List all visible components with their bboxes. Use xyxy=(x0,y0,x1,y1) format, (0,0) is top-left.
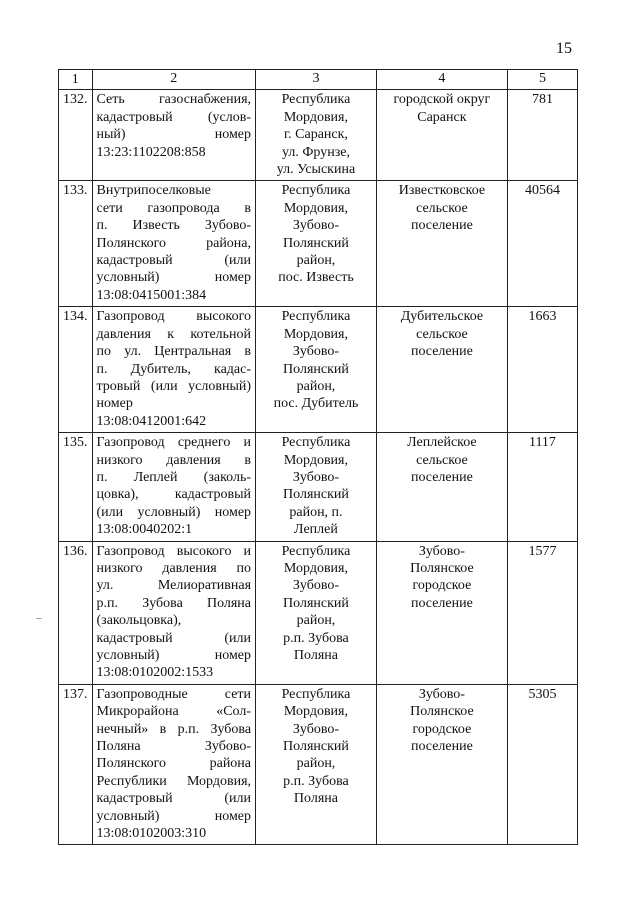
column-header-5: 5 xyxy=(507,70,577,90)
location-line: Мордовия, xyxy=(283,560,348,576)
location-line: район, xyxy=(296,613,336,629)
description-line: 13:08:0040202:1 xyxy=(96,522,193,538)
description-line: низкого давления в xyxy=(96,452,252,468)
page-number: 15 xyxy=(556,40,572,57)
description-line: ный) номер xyxy=(96,127,252,143)
municipality-line: Полянское xyxy=(410,704,474,720)
row-number: 134. xyxy=(59,307,93,433)
description-line: Полянского района, xyxy=(96,235,252,251)
description-line: Газопроводные сети xyxy=(96,686,252,702)
description-line: нечный» в р.п. Зубова xyxy=(96,721,252,737)
location-line: район, xyxy=(296,253,336,269)
description-line: 13:23:1102208:858 xyxy=(96,144,206,160)
location-line: ул. Усыскина xyxy=(276,162,356,178)
location-line: Леплей xyxy=(294,522,338,538)
location-line: пос. Дубитель xyxy=(273,396,359,412)
description-line: кадастровый (услов- xyxy=(96,109,252,125)
length-value: 781 xyxy=(507,90,577,181)
location-line: район, xyxy=(296,378,336,394)
object-location xyxy=(256,90,377,181)
row-number: 133. xyxy=(59,181,93,307)
municipality xyxy=(376,90,507,181)
description-line: п. Известь Зубово- xyxy=(96,218,252,234)
object-location xyxy=(256,684,377,845)
municipality-line: Зубово- xyxy=(418,543,465,559)
description-line: цовка), кадастровый xyxy=(96,487,252,503)
location-line: Зубово- xyxy=(292,721,340,737)
description-line: Газопровод среднего и xyxy=(96,435,252,451)
length-value: 1663 xyxy=(507,307,577,433)
location-line: Зубово- xyxy=(292,578,340,594)
location-line: р.п. Зубова xyxy=(283,773,349,789)
municipality-line: поселение xyxy=(410,595,473,611)
municipality xyxy=(376,433,507,541)
description-line: 13:08:0102002:1533 xyxy=(96,665,214,681)
column-number-header-row xyxy=(59,70,578,90)
municipality-line: городское xyxy=(412,578,472,594)
length-value: 1117 xyxy=(507,433,577,541)
row-number: 136. xyxy=(59,541,93,684)
location-line: Поляна xyxy=(293,791,338,807)
municipality-line: Дубительское xyxy=(400,309,484,325)
municipality xyxy=(376,307,507,433)
description-line: р.п. Зубова Поляна xyxy=(96,595,252,611)
description-line: тровый (или условный) xyxy=(96,378,252,394)
object-description xyxy=(92,541,256,684)
description-line: Полянского района xyxy=(96,756,252,772)
object-location xyxy=(256,433,377,541)
object-location xyxy=(256,307,377,433)
table-row xyxy=(59,684,578,845)
margin-mark xyxy=(36,618,42,619)
gas-network-table xyxy=(58,69,578,845)
location-line: район, п. xyxy=(289,504,343,520)
location-line: пос. Известь xyxy=(278,270,354,286)
location-line: Поляна xyxy=(293,648,338,663)
table-row xyxy=(59,541,578,684)
municipality xyxy=(376,684,507,845)
description-line: кадастровый (или xyxy=(96,253,252,269)
location-line: Мордовия, xyxy=(283,109,348,125)
description-line: кадастровый (или xyxy=(96,630,252,646)
description-line: условный) номер xyxy=(96,648,252,663)
description-line: давления к котельной xyxy=(96,326,252,342)
municipality-line: сельское xyxy=(416,452,468,468)
description-line: ул. Мелиоративная xyxy=(96,578,252,594)
description-line: номер xyxy=(96,396,133,412)
municipality-line: поселение xyxy=(410,344,473,360)
row-number: 135. xyxy=(59,433,93,541)
description-line: по ул. Центральная в xyxy=(96,344,252,360)
municipality-line: Полянское xyxy=(410,560,474,576)
municipality-line: городское xyxy=(412,721,472,737)
municipality-line: Саранск xyxy=(417,109,467,125)
object-location xyxy=(256,541,377,684)
column-header-4: 4 xyxy=(376,70,507,90)
municipality-line: поселение xyxy=(410,469,473,485)
length-value: 5305 xyxy=(507,684,577,845)
location-line: Полянский xyxy=(283,739,349,755)
description-line: 13:08:0412001:642 xyxy=(96,413,207,429)
location-line: Зубово- xyxy=(292,218,340,234)
location-line: Мордовия, xyxy=(283,200,348,216)
location-line: Мордовия, xyxy=(283,326,348,342)
municipality-line: Зубово- xyxy=(418,686,465,702)
object-description xyxy=(92,307,256,433)
description-line: 13:08:0102003:310 xyxy=(96,826,207,842)
description-line: Республики Мордовия, xyxy=(96,773,252,789)
description-line: п. Дубитель, кадас- xyxy=(96,361,252,377)
description-line: низкого давления по xyxy=(96,560,252,576)
location-line: Республика xyxy=(281,92,351,108)
location-line: Республика xyxy=(281,435,351,451)
object-description xyxy=(92,433,256,541)
description-line: Микрорайона «Сол- xyxy=(96,704,252,720)
table-row xyxy=(59,433,578,541)
location-line: Республика xyxy=(281,309,351,325)
municipality-line: сельское xyxy=(416,326,468,342)
location-line: ул. Фрунзе, xyxy=(281,144,350,160)
municipality-line: поселение xyxy=(410,218,473,234)
location-line: Республика xyxy=(281,543,351,559)
length-value: 40564 xyxy=(507,181,577,307)
table-body xyxy=(59,90,578,845)
row-number: 137. xyxy=(59,684,93,845)
location-line: Мордовия, xyxy=(283,704,348,720)
location-line: Республика xyxy=(281,686,351,702)
description-line: п. Леплей (заколь- xyxy=(96,469,252,485)
municipality-line: городской округ xyxy=(393,92,491,108)
municipality xyxy=(376,181,507,307)
object-location xyxy=(256,181,377,307)
location-line: Полянский xyxy=(283,361,349,377)
municipality-line: Известковское xyxy=(398,183,486,199)
location-line: район, xyxy=(296,756,336,772)
column-header-2: 2 xyxy=(92,70,256,90)
object-description xyxy=(92,684,256,845)
municipality-line: сельское xyxy=(416,200,468,216)
description-line: 13:08:0415001:384 xyxy=(96,287,207,303)
description-line: сети газопровода в xyxy=(96,200,252,216)
description-line: (или условный) номер xyxy=(96,504,252,520)
municipality-line: Леплейское xyxy=(407,435,477,451)
object-description xyxy=(92,181,256,307)
table-row xyxy=(59,307,578,433)
length-value: 1577 xyxy=(507,541,577,684)
description-line: кадастровый (или xyxy=(96,791,252,807)
description-line: Газопровод высокого xyxy=(96,309,252,325)
location-line: Мордовия, xyxy=(283,452,348,468)
column-header-1: 1 xyxy=(59,70,93,90)
location-line: Зубово- xyxy=(292,344,340,360)
table-row xyxy=(59,90,578,181)
description-line: Внутрипоселковые xyxy=(96,183,211,199)
location-line: Полянский xyxy=(283,235,349,251)
table-row xyxy=(59,181,578,307)
description-line: (закольцовка), xyxy=(96,613,182,629)
description-line: Поляна Зубово- xyxy=(96,739,252,755)
location-line: Полянский xyxy=(283,487,349,503)
location-line: Зубово- xyxy=(292,469,340,485)
location-line: г. Саранск, xyxy=(283,127,348,143)
column-header-3: 3 xyxy=(256,70,377,90)
object-description xyxy=(92,90,256,181)
location-line: Полянский xyxy=(283,595,349,611)
description-line: Сеть газоснабжения, xyxy=(96,92,252,108)
description-line: условный) номер xyxy=(96,270,252,286)
description-line: условный) номер xyxy=(96,808,252,824)
row-number: 132. xyxy=(59,90,93,181)
description-line: Газопровод высокого и xyxy=(96,543,252,559)
municipality xyxy=(376,541,507,684)
location-line: р.п. Зубова xyxy=(283,630,349,646)
location-line: Республика xyxy=(281,183,351,199)
municipality-line: поселение xyxy=(410,739,473,755)
